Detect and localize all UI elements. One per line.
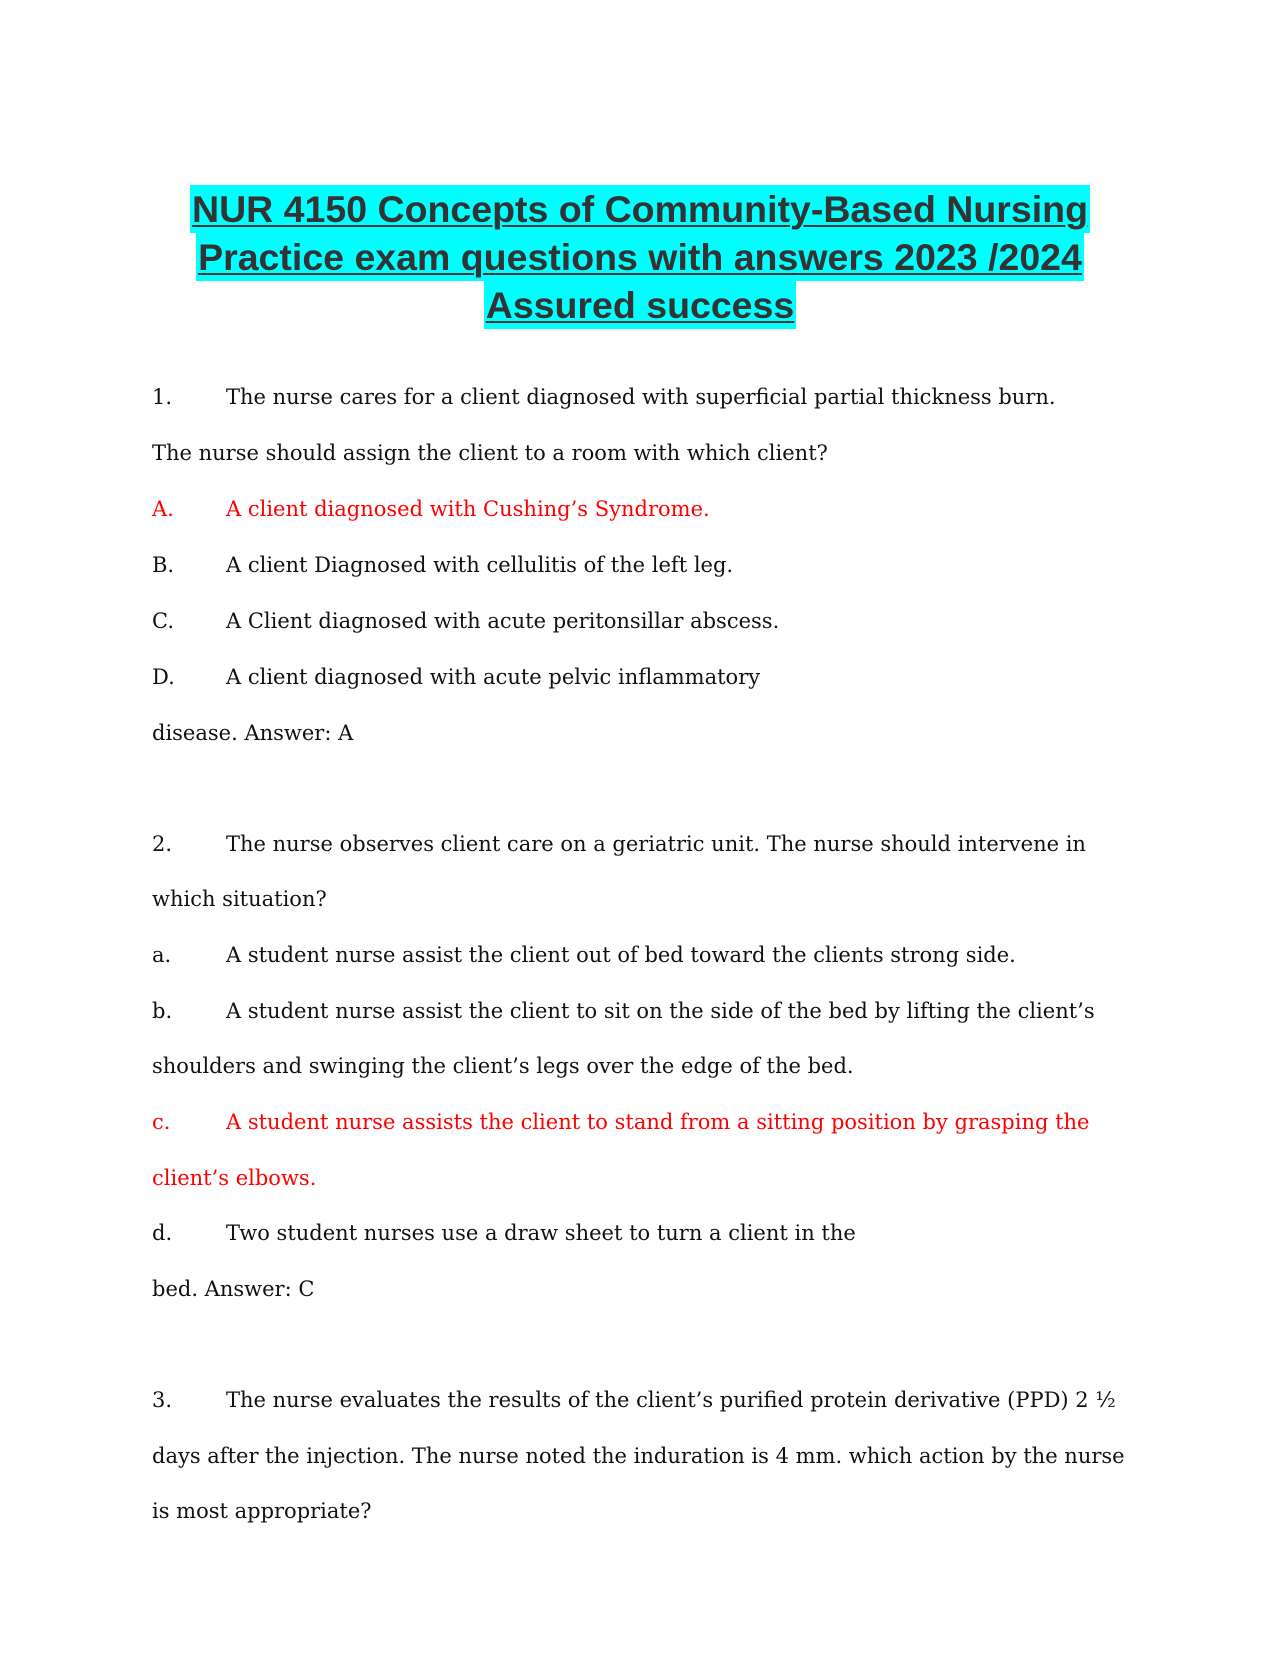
option-letter: a. [152, 943, 172, 967]
option-letter: A. [152, 497, 174, 521]
question-3-stem-cont-2: is most appropriate? [152, 1499, 372, 1523]
question-2-stem-cont: which situation? [152, 887, 327, 911]
option-text: A Client diagnosed with acute peritonsillar abscess. [226, 609, 780, 633]
question-3-stem-cont: days after the injection. The nurse noted the induration is 4 mm. which action by the nurse [152, 1444, 1125, 1468]
question-1-answer: disease. Answer: A [152, 721, 354, 745]
question-2-option-b-cont: shoulders and swinging the client’s legs over the edge of the bed. [152, 1054, 854, 1078]
question-2-answer: bed. Answer: C [152, 1277, 315, 1301]
option-text: Two student nurses use a draw sheet to turn a client in the [226, 1221, 856, 1245]
document-title [120, 185, 1160, 329]
question-2-number: 2. [152, 832, 173, 856]
option-letter: B. [152, 553, 175, 577]
option-letter: c. [152, 1110, 171, 1134]
option-text: A student nurse assist the client to sit on the side of the bed by lifting the client’s [226, 999, 1095, 1023]
question-1-number: 1. [152, 385, 173, 409]
option-text: A client diagnosed with Cushing’s Syndrome. [226, 497, 710, 521]
title-line-1: NUR 4150 Concepts of Community-Based Nursing [190, 185, 1090, 233]
option-letter: b. [152, 999, 173, 1023]
title-line-2: Practice exam questions with answers 2023 /2024 [196, 233, 1084, 281]
question-1-text: The nurse cares for a client diagnosed with superficial partial thickness burn. [226, 385, 1056, 409]
option-letter: C. [152, 609, 174, 633]
option-letter: d. [152, 1221, 173, 1245]
question-1-stem-cont: The nurse should assign the client to a room with which client? [152, 441, 828, 465]
question-3-text: The nurse evaluates the results of the client’s purified protein derivative (PPD) 2 ½ [226, 1388, 1116, 1412]
title-line-3: Assured success [484, 281, 797, 329]
option-letter: D. [152, 665, 175, 689]
question-2-option-c-cont: client’s elbows. [152, 1166, 317, 1190]
option-text: A student nurse assists the client to stand from a sitting position by grasping the [226, 1110, 1090, 1134]
option-text: A client diagnosed with acute pelvic inflammatory [226, 665, 761, 689]
question-3-number: 3. [152, 1388, 173, 1412]
option-text: A student nurse assist the client out of bed toward the clients strong side. [226, 943, 1016, 967]
question-2-text: The nurse observes client care on a geriatric unit. The nurse should intervene in [226, 832, 1086, 856]
option-text: A client Diagnosed with cellulitis of the left leg. [226, 553, 734, 577]
